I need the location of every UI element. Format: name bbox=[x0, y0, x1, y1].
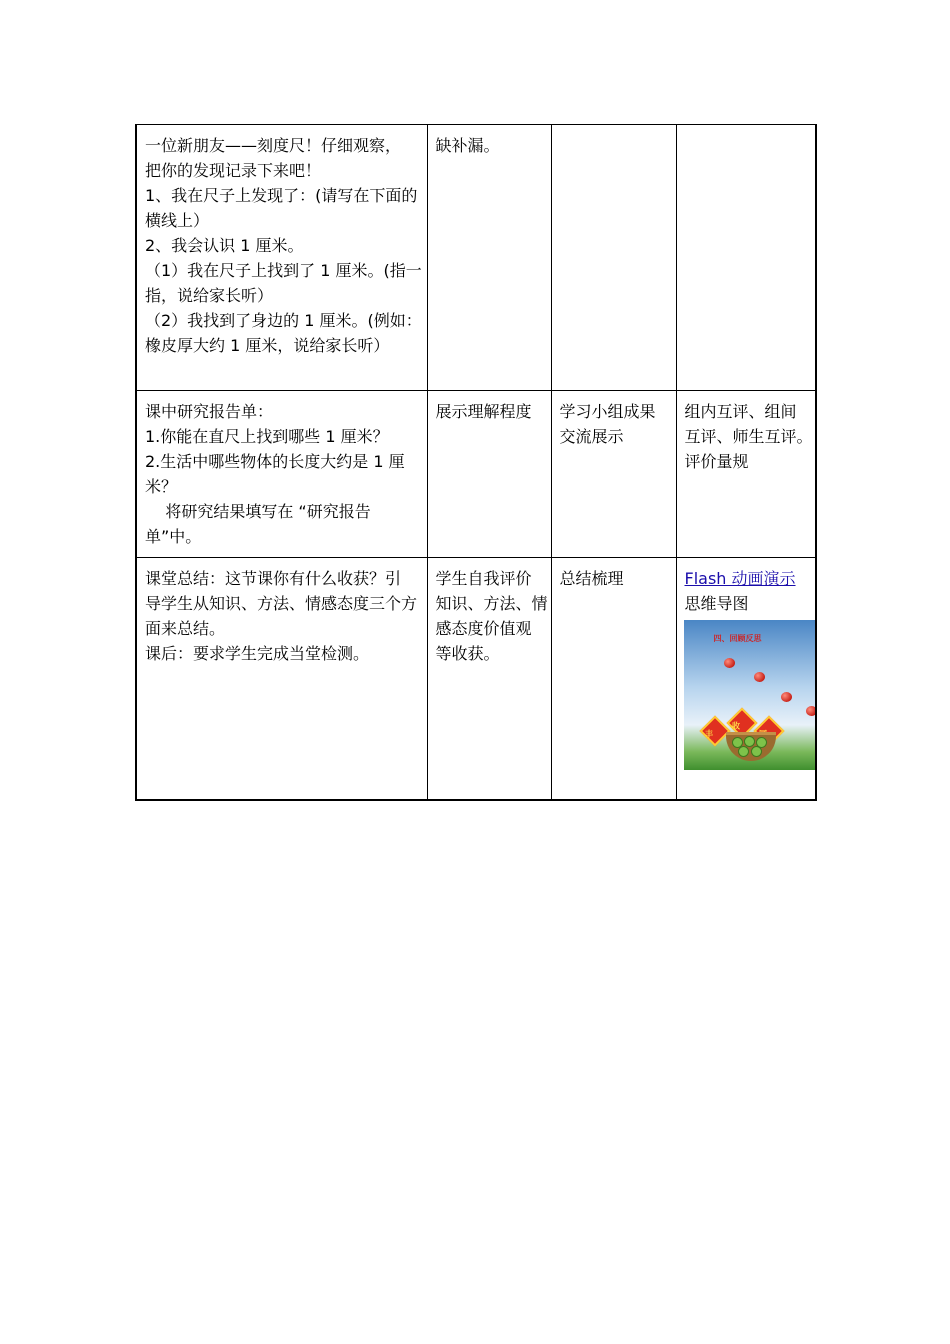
purpose-cell bbox=[427, 125, 551, 391]
text-line: （1）我在尺子上找到了 1 厘米。(指一 bbox=[145, 261, 422, 280]
text-line: 课后：要求学生完成当堂检测。 bbox=[145, 644, 370, 663]
text-line: 将研究结果填写在 “研究报告 bbox=[145, 502, 371, 521]
lesson-plan-table bbox=[135, 124, 817, 801]
text-line: 面来总结。 bbox=[145, 619, 226, 638]
text-line: 缺补漏。 bbox=[435, 136, 500, 155]
purpose-cell bbox=[427, 558, 551, 800]
text-line: 知识、方法、情 bbox=[435, 594, 548, 613]
method-cell bbox=[551, 558, 676, 800]
thumbnail-title: 四、回顾反思 bbox=[713, 634, 762, 643]
text-line: 感态度价值观 bbox=[435, 619, 532, 638]
text-line: 总结梳理 bbox=[559, 569, 624, 588]
table-row bbox=[136, 125, 816, 391]
text-line: 课堂总结：这节课你有什么收获？引 bbox=[145, 569, 402, 588]
method-cell bbox=[551, 391, 676, 558]
basket-icon bbox=[726, 732, 776, 761]
text-line: 单”中。 bbox=[145, 527, 202, 546]
text-line: 互评、师生互评。 bbox=[684, 427, 813, 446]
text-line: 1、我在尺子上发现了：(请写在下面的 bbox=[145, 186, 418, 205]
text-line: 交流展示 bbox=[559, 427, 624, 446]
text-line: 橡皮厚大约 1 厘米，说给家长听） bbox=[145, 336, 390, 355]
text-line: 2.生活中哪些物体的长度大约是 1 厘 bbox=[145, 452, 405, 471]
text-line: （2）我找到了身边的 1 厘米。(例如： bbox=[145, 311, 422, 330]
text-line: 米？ bbox=[145, 477, 178, 496]
activity-cell bbox=[136, 391, 427, 558]
text-line: 等收获。 bbox=[435, 644, 500, 663]
apple-icon bbox=[806, 706, 816, 716]
text-line: 学习小组成果 bbox=[559, 402, 656, 421]
text-line: 1.你能在直尺上找到哪些 1 厘米？ bbox=[145, 427, 389, 446]
mind-map-thumbnail bbox=[684, 620, 816, 770]
flash-animation-link[interactable]: Flash 动画演示 bbox=[684, 569, 796, 588]
activity-cell bbox=[136, 125, 427, 391]
resource-cell bbox=[676, 558, 816, 800]
text-line: 把你的发现记录下来吧！ bbox=[145, 161, 322, 180]
text-line: 评价量规 bbox=[684, 452, 749, 471]
banner-icon: 丰 bbox=[699, 715, 730, 746]
table-row bbox=[136, 558, 816, 800]
resource-cell bbox=[676, 391, 816, 558]
apple-icon bbox=[754, 672, 765, 682]
text-line: 指，说给家长听） bbox=[145, 286, 274, 305]
text-line: 一位新朋友——刻度尺！仔细观察， bbox=[145, 136, 402, 155]
apple-icon bbox=[781, 692, 792, 702]
table-row bbox=[136, 391, 816, 558]
text-line: 2、我会认识 1 厘米。 bbox=[145, 236, 304, 255]
text-line: 学生自我评价 bbox=[435, 569, 532, 588]
text-line: 导学生从知识、方法、情感态度三个方 bbox=[145, 594, 418, 613]
activity-cell bbox=[136, 558, 427, 800]
method-cell bbox=[551, 125, 676, 391]
text-line: 展示理解程度 bbox=[435, 402, 532, 421]
apple-icon bbox=[724, 658, 735, 668]
text-line: 课中研究报告单： bbox=[145, 402, 274, 421]
resource-cell bbox=[676, 125, 816, 391]
mind-map-label: 思维导图 bbox=[684, 594, 749, 613]
text-line: 横线上） bbox=[145, 211, 210, 230]
purpose-cell bbox=[427, 391, 551, 558]
text-line: 组内互评、组间 bbox=[684, 402, 797, 421]
banner-icon: 收 bbox=[726, 707, 757, 738]
